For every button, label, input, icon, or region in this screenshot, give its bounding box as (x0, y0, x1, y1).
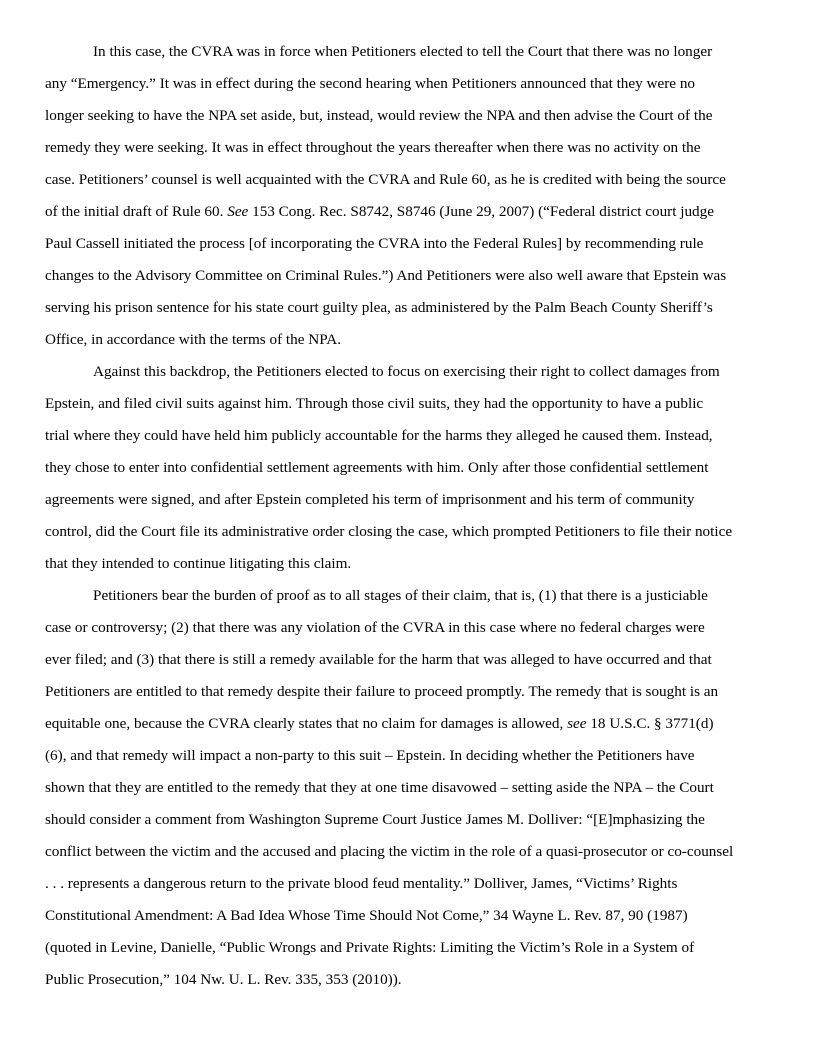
text-line: Constitutional Amendment: A Bad Idea Whose Time Should Not Come,” 34 Wayne L. Rev. 87, 90 (1987) (45, 907, 688, 924)
text-line: they chose to enter into confidential settlement agreements with him. Only after those confidential settlement (45, 459, 709, 476)
text-line: changes to the Advisory Committee on Criminal Rules.”) And Petitioners were also well aware that Epstein was (45, 267, 727, 284)
text-line: Office, in accordance with the terms of the NPA. (45, 331, 342, 348)
text-line (45, 196, 773, 228)
text-line: In this case, the CVRA was in force when Petitioners elected to tell the Court that there was no longer (93, 43, 713, 60)
text-line: (6), and that remedy will impact a non-party to this suit – Epstein. In deciding whether the Petitioners have (45, 747, 695, 764)
text-line: longer seeking to have the NPA set aside, but, instead, would review the NPA and then advise the Court of the (45, 107, 713, 124)
text-line: case. Petitioners’ counsel is well acquainted with the CVRA and Rule 60, as he is credited with being the source (45, 171, 726, 188)
text-run: 18 U.S.C. § 3771(d) (586, 715, 714, 732)
text-run: 153 Cong. Rec. S8742, S8746 (June 29, 2007) (“Federal district court judge (248, 203, 714, 220)
paragraph-1 (45, 36, 773, 356)
text-line: . . . represents a dangerous return to the private blood feud mentality.” Dolliver, James, “Victims’ Rights (45, 875, 678, 892)
citation-signal: See (227, 203, 249, 220)
paragraph-2 (45, 356, 773, 580)
text-line: ever filed; and (3) that there is still a remedy available for the harm that was alleged to have occurred and that (45, 651, 712, 668)
text-line: trial where they could have held him publicly accountable for the harms they alleged he caused them. Instead, (45, 427, 713, 444)
text-line: Petitioners bear the burden of proof as to all stages of their claim, that is, (1) that there is a justiciable (93, 587, 708, 604)
text-run: equitable one, because the CVRA clearly states that no claim for damages is allowed, (45, 715, 568, 732)
text-line: Against this backdrop, the Petitioners elected to focus on exercising their right to collect damages from (93, 363, 720, 380)
text-line: (quoted in Levine, Danielle, “Public Wrongs and Private Rights: Limiting the Victim’s Role in a System of (45, 939, 695, 956)
text-line: Paul Cassell initiated the process [of incorporating the CVRA into the Federal Rules] by recommending rule (45, 235, 704, 252)
text-line: shown that they are entitled to the remedy that they at one time disavowed – setting aside the NPA – the Court (45, 779, 714, 796)
text-line: Epstein, and filed civil suits against him. Through those civil suits, they had the opportunity to have a public (45, 395, 704, 412)
text-line: should consider a comment from Washington Supreme Court Justice James M. Dolliver: “[E]mphasizing the (45, 811, 705, 828)
citation-signal: see (567, 715, 587, 732)
text-line: Public Prosecution,” 104 Nw. U. L. Rev. 335, 353 (2010)). (45, 971, 402, 988)
text-line: Petitioners are entitled to that remedy despite their failure to proceed promptly. The remedy that is sought is an (45, 683, 719, 700)
text-line (45, 708, 773, 740)
text-line: conflict between the victim and the accused and placing the victim in the role of a quasi-prosecutor or co-counsel (45, 843, 734, 860)
text-run: of the initial draft of Rule 60. (45, 203, 228, 220)
text-line: control, did the Court file its administrative order closing the case, which prompted Petitioners to file their notice (45, 523, 733, 540)
text-line: remedy they were seeking. It was in effect throughout the years thereafter when there was no activity on the (45, 139, 701, 156)
text-line: case or controversy; (2) that there was any violation of the CVRA in this case where no federal charges were (45, 619, 705, 636)
text-line: serving his prison sentence for his state court guilty plea, as administered by the Palm Beach County Sheriff’s (45, 299, 713, 316)
paragraph-3 (45, 580, 773, 996)
text-line: any “Emergency.” It was in effect during the second hearing when Petitioners announced that they were no (45, 75, 696, 92)
text-line: agreements were signed, and after Epstein completed his term of imprisonment and his term of community (45, 491, 695, 508)
text-line: that they intended to continue litigating this claim. (45, 555, 352, 572)
document-page (45, 36, 773, 996)
